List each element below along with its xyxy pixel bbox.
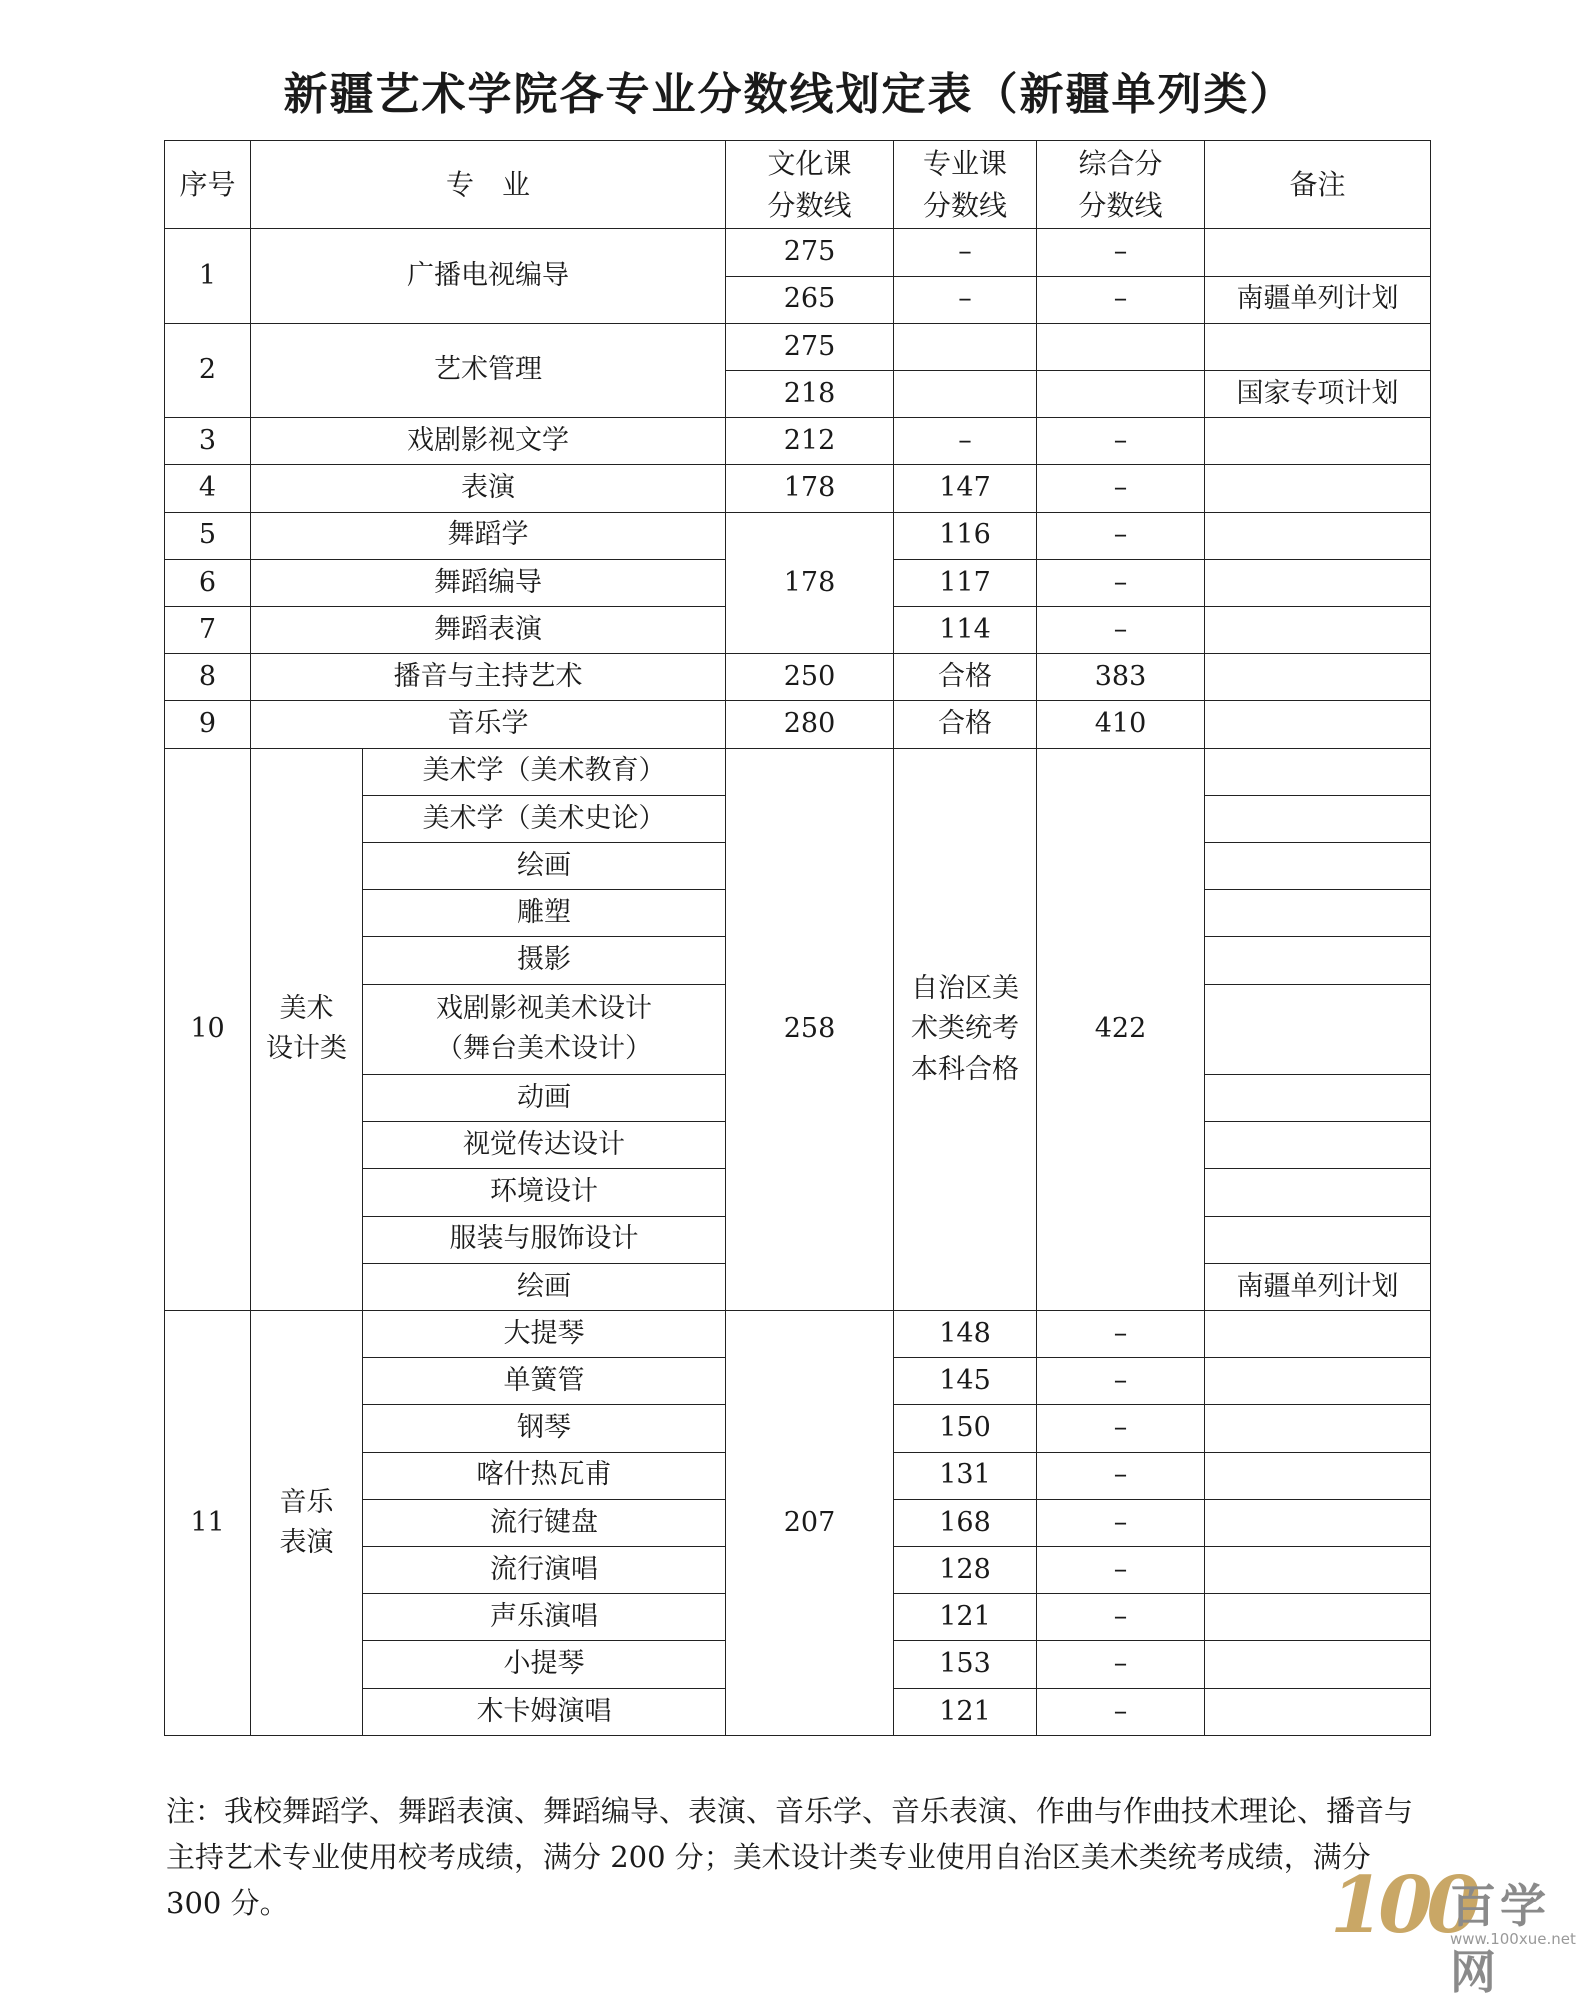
page-title: 新疆艺术学院各专业分数线划定表（新疆单列类）: [283, 69, 1296, 120]
culture-cell: 258: [726, 748, 894, 1310]
table-row: [165, 465, 1431, 512]
total-cell: –: [1037, 1594, 1205, 1641]
culture-cell: 178: [726, 465, 894, 512]
major-cell: 绘画: [363, 1263, 726, 1310]
remark-cell: [1205, 465, 1431, 512]
seq-cell: 9: [165, 701, 251, 748]
major-cell: 喀什热瓦甫: [363, 1452, 726, 1499]
prof-cell: 168: [894, 1499, 1037, 1546]
total-cell: –: [1037, 1358, 1205, 1405]
remark-cell: [1205, 1405, 1431, 1452]
culture-cell: 212: [726, 418, 894, 465]
table-row: [165, 229, 1431, 276]
prof-cell: 114: [894, 607, 1037, 654]
major-cell: 播音与主持艺术: [251, 654, 726, 701]
footnote: 注：我校舞蹈学、舞蹈表演、舞蹈编导、表演、音乐学、音乐表演、作曲与作曲技术理论、播音与主持艺术专业使用校考成绩，满分 200 分；美术设计类专业使用自治区美术类统考成绩，满分 300 分。: [166, 1794, 1414, 1920]
total-cell: [1037, 323, 1205, 370]
major-cell: 戏剧影视美术设计 （舞台美术设计）: [363, 984, 726, 1074]
header-major: 专 业: [251, 141, 726, 229]
header-culture: 文化课 分数线: [726, 141, 894, 229]
major-cell: 单簧管: [363, 1358, 726, 1405]
major-cell: 大提琴: [363, 1311, 726, 1358]
remark-cell: 南疆单列计划: [1205, 276, 1431, 323]
total-cell: –: [1037, 1452, 1205, 1499]
culture-cell: 265: [726, 276, 894, 323]
prof-cell: 145: [894, 1358, 1037, 1405]
seq-cell: 2: [165, 323, 251, 417]
seq-cell: 1: [165, 229, 251, 323]
culture-cell: 280: [726, 701, 894, 748]
total-cell: –: [1037, 1688, 1205, 1735]
total-cell: –: [1037, 1405, 1205, 1452]
total-cell: –: [1037, 229, 1205, 276]
culture-cell: 275: [726, 229, 894, 276]
seq-cell: 6: [165, 559, 251, 606]
prof-cell: 147: [894, 465, 1037, 512]
major-cell: 摄影: [363, 937, 726, 984]
remark-cell: [1205, 1499, 1431, 1546]
header-row: [165, 141, 1431, 229]
seq-cell: 11: [165, 1311, 251, 1736]
total-cell: –: [1037, 559, 1205, 606]
major-cell: 音乐学: [251, 701, 726, 748]
prof-cell: –: [894, 229, 1037, 276]
major-cell: 美术学（美术教育）: [363, 748, 726, 795]
total-cell: –: [1037, 418, 1205, 465]
remark-cell: [1205, 1547, 1431, 1594]
prof-cell: 121: [894, 1594, 1037, 1641]
total-cell: –: [1037, 607, 1205, 654]
remark-cell: [1205, 1641, 1431, 1688]
seq-cell: 10: [165, 748, 251, 1310]
remark-cell: [1205, 1216, 1431, 1263]
major-cell: 流行键盘: [363, 1499, 726, 1546]
remark-cell: [1205, 1169, 1431, 1216]
prof-cell: 121: [894, 1688, 1037, 1735]
remark-cell: [1205, 1122, 1431, 1169]
remark-cell: [1205, 748, 1431, 795]
prof-cell: 150: [894, 1405, 1037, 1452]
total-cell: [1037, 370, 1205, 417]
remark-cell: [1205, 654, 1431, 701]
total-cell: –: [1037, 512, 1205, 559]
remark-cell: [1205, 890, 1431, 937]
major-cell: 绘画: [363, 843, 726, 890]
major-cell: 流行演唱: [363, 1547, 726, 1594]
remark-cell: [1205, 559, 1431, 606]
total-cell: 410: [1037, 701, 1205, 748]
major-cell: 动画: [363, 1075, 726, 1122]
remark-cell: [1205, 1311, 1431, 1358]
prof-cell: 128: [894, 1547, 1037, 1594]
prof-cell: [894, 323, 1037, 370]
prof-cell: –: [894, 276, 1037, 323]
table-row: [165, 1311, 1431, 1358]
remark-cell: [1205, 984, 1431, 1074]
prof-cell: 116: [894, 512, 1037, 559]
major-cell: 舞蹈学: [251, 512, 726, 559]
major-cell: 环境设计: [363, 1169, 726, 1216]
major-cell: 舞蹈编导: [251, 559, 726, 606]
major-cell: 声乐演唱: [363, 1594, 726, 1641]
culture-cell: 207: [726, 1311, 894, 1736]
watermark-text: 百学网: [1450, 1879, 1550, 1999]
prof-cell: 131: [894, 1452, 1037, 1499]
remark-cell: [1205, 1452, 1431, 1499]
total-cell: 422: [1037, 748, 1205, 1310]
table-row: [165, 512, 1431, 559]
prof-cell: 117: [894, 559, 1037, 606]
table-row: [165, 748, 1431, 795]
prof-cell: [894, 370, 1037, 417]
seq-cell: 5: [165, 512, 251, 559]
major-cell: 表演: [251, 465, 726, 512]
prof-cell: 自治区美 术类统考 本科合格: [894, 748, 1037, 1310]
remark-cell: [1205, 843, 1431, 890]
major-cell: 广播电视编导: [251, 229, 726, 323]
remark-cell: [1205, 701, 1431, 748]
culture-cell: 250: [726, 654, 894, 701]
header-seq: 序号: [165, 141, 251, 229]
major-cell: 服装与服饰设计: [363, 1216, 726, 1263]
total-cell: –: [1037, 276, 1205, 323]
score-table: [164, 140, 1431, 1736]
prof-cell: 153: [894, 1641, 1037, 1688]
seq-cell: 8: [165, 654, 251, 701]
total-cell: –: [1037, 1311, 1205, 1358]
major-cell: 小提琴: [363, 1641, 726, 1688]
culture-cell: 178: [726, 512, 894, 654]
major-cell: 戏剧影视文学: [251, 418, 726, 465]
seq-cell: 4: [165, 465, 251, 512]
remark-cell: 国家专项计划: [1205, 370, 1431, 417]
remark-cell: [1205, 1594, 1431, 1641]
table-row: [165, 418, 1431, 465]
remark-cell: [1205, 1688, 1431, 1735]
remark-cell: [1205, 795, 1431, 842]
remark-cell: [1205, 229, 1431, 276]
total-cell: 383: [1037, 654, 1205, 701]
category-cell: 音乐 表演: [251, 1311, 363, 1736]
prof-cell: 合格: [894, 701, 1037, 748]
major-cell: 雕塑: [363, 890, 726, 937]
category-cell: 美术 设计类: [251, 748, 363, 1310]
watermark-logo: [1330, 1860, 1576, 1999]
remark-cell: [1205, 1358, 1431, 1405]
major-cell: 钢琴: [363, 1405, 726, 1452]
seq-cell: 7: [165, 607, 251, 654]
table-row: [165, 701, 1431, 748]
total-cell: –: [1037, 1641, 1205, 1688]
total-cell: –: [1037, 465, 1205, 512]
remark-cell: [1205, 937, 1431, 984]
major-cell: 木卡姆演唱: [363, 1688, 726, 1735]
total-cell: –: [1037, 1499, 1205, 1546]
culture-cell: 218: [726, 370, 894, 417]
watermark-url: www.100xue.net: [1450, 1930, 1576, 1948]
remark-cell: [1205, 512, 1431, 559]
header-total: 综合分 分数线: [1037, 141, 1205, 229]
remark-cell: [1205, 1075, 1431, 1122]
remark-cell: 南疆单列计划: [1205, 1263, 1431, 1310]
prof-cell: –: [894, 418, 1037, 465]
table-row: [165, 654, 1431, 701]
table-row: [165, 323, 1431, 370]
remark-cell: [1205, 607, 1431, 654]
seq-cell: 3: [165, 418, 251, 465]
prof-cell: 148: [894, 1311, 1037, 1358]
watermark-number: 100: [1330, 1860, 1475, 1951]
remark-cell: [1205, 323, 1431, 370]
major-cell: 美术学（美术史论）: [363, 795, 726, 842]
header-prof: 专业课 分数线: [894, 141, 1037, 229]
total-cell: –: [1037, 1547, 1205, 1594]
remark-cell: [1205, 418, 1431, 465]
prof-cell: 合格: [894, 654, 1037, 701]
major-cell: 舞蹈表演: [251, 607, 726, 654]
major-cell: 艺术管理: [251, 323, 726, 417]
major-cell: 视觉传达设计: [363, 1122, 726, 1169]
header-remark: 备注: [1205, 141, 1431, 229]
culture-cell: 275: [726, 323, 894, 370]
